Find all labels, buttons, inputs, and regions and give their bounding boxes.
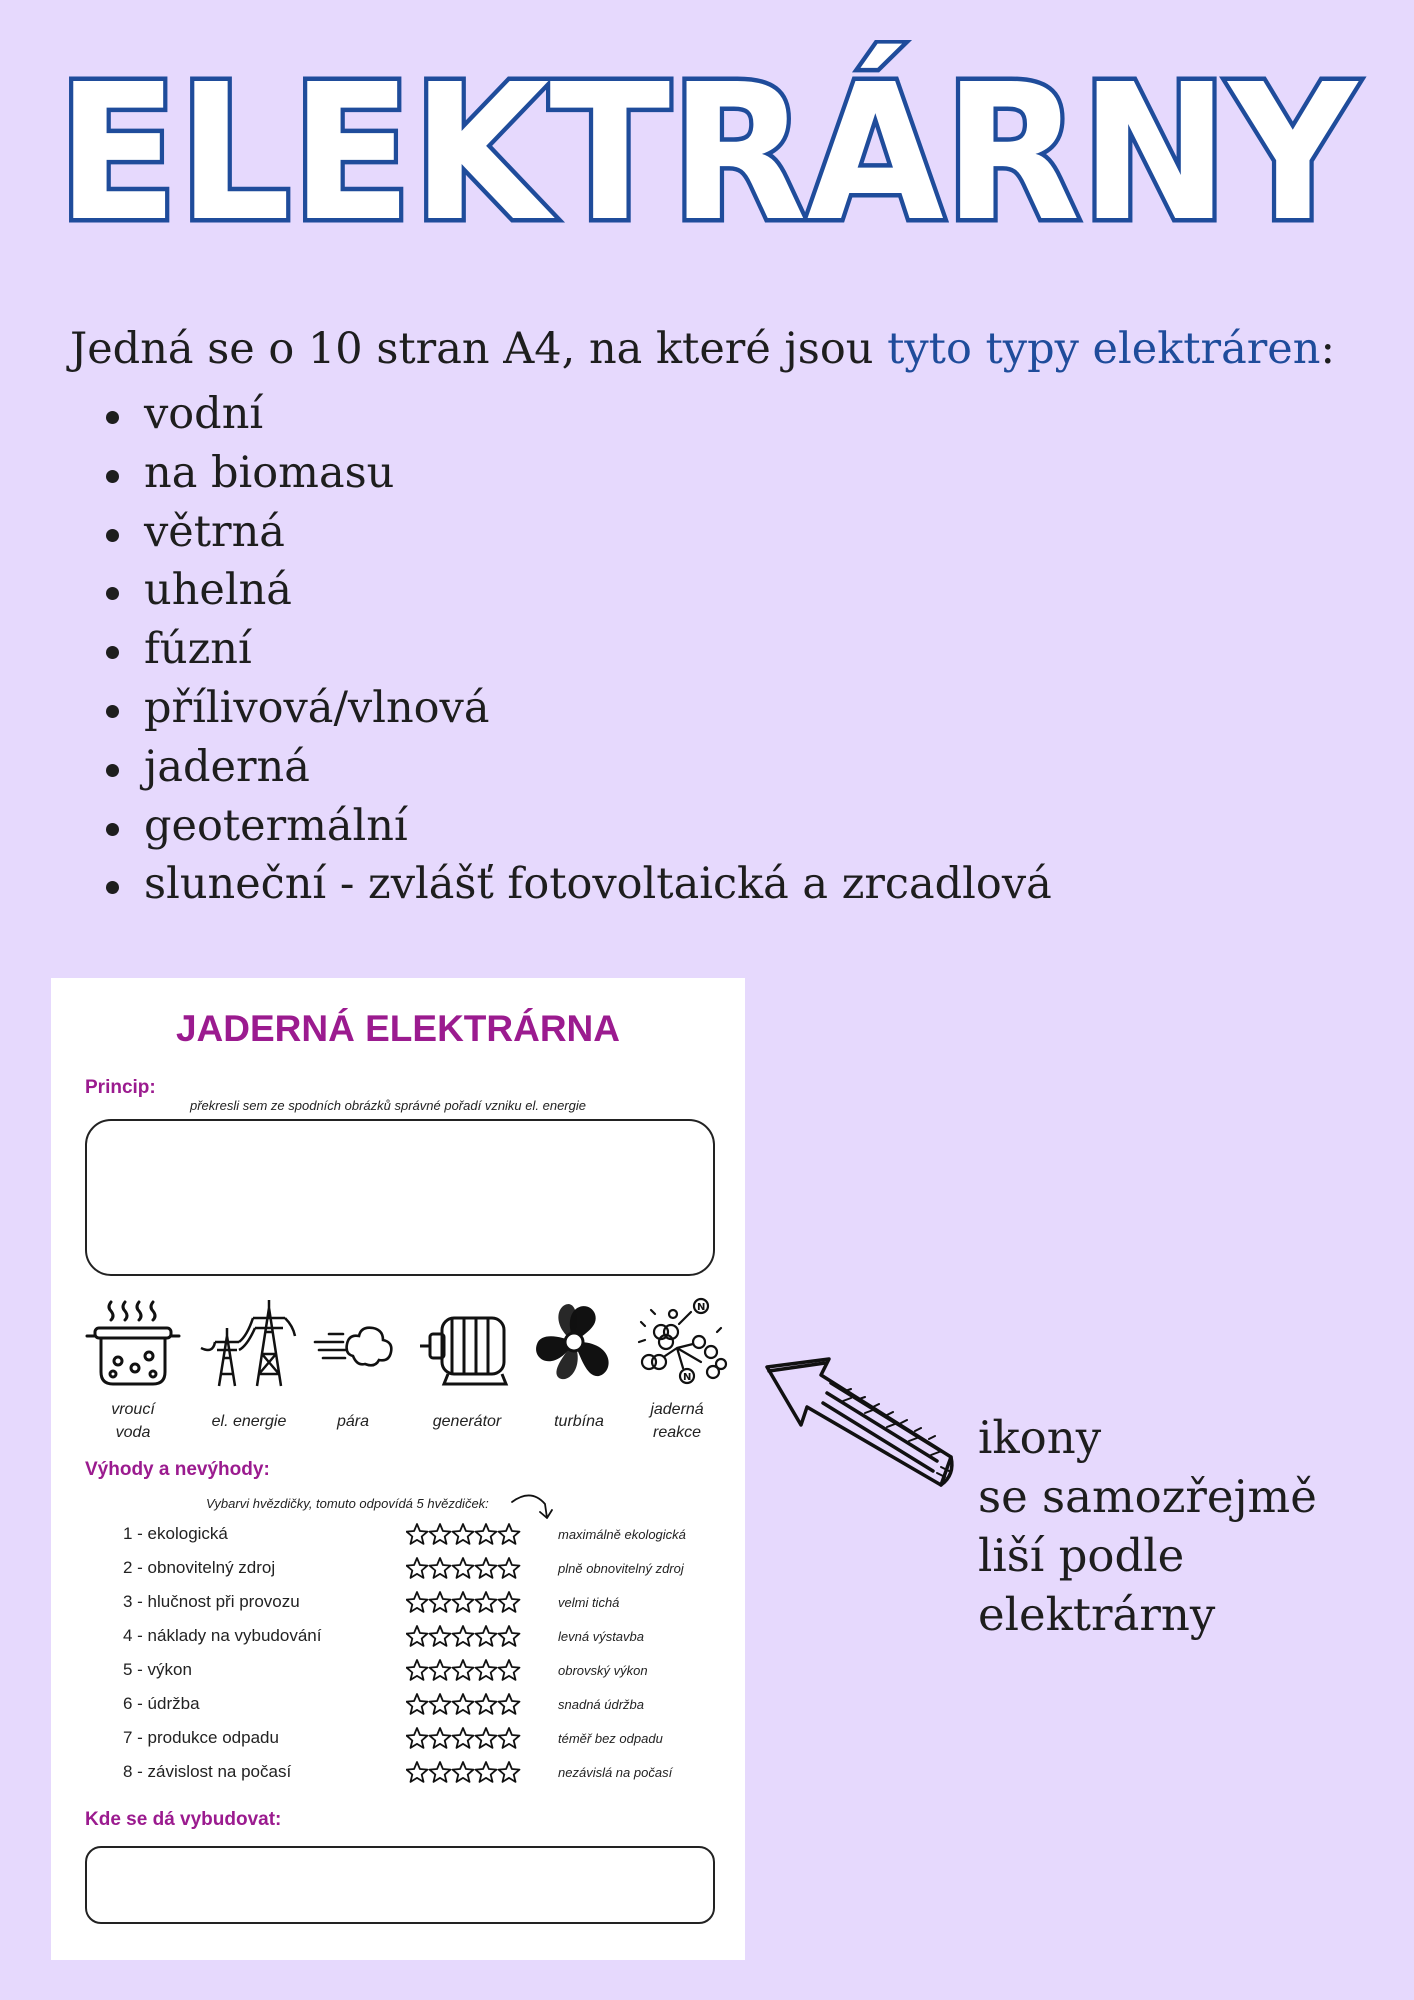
star-rating[interactable] (406, 1656, 521, 1684)
star-icon[interactable] (476, 1626, 497, 1646)
star-icon[interactable] (407, 1592, 428, 1612)
star-icon[interactable] (453, 1626, 474, 1646)
list-item: na biomasu (100, 444, 1052, 503)
star-rating[interactable] (406, 1554, 521, 1582)
turbine-icon (529, 1296, 619, 1388)
principle-heading: Princip: (85, 1077, 156, 1098)
star-icon[interactable] (476, 1558, 497, 1578)
criteria-row (123, 1524, 723, 1554)
generator-icon (416, 1296, 516, 1388)
worksheet-preview (51, 978, 745, 1960)
star-icon[interactable] (453, 1728, 474, 1748)
star-icon[interactable] (499, 1592, 520, 1612)
criteria-description: maximálně ekologická (558, 1527, 686, 1542)
svg-text:N: N (683, 1372, 692, 1383)
criteria-label: 8 - závislost na počasí (123, 1762, 292, 1781)
icon-label-line: pára (336, 1413, 370, 1430)
star-rating[interactable] (406, 1588, 521, 1616)
star-rating[interactable] (406, 1690, 521, 1718)
criteria-row (123, 1660, 723, 1690)
star-icon[interactable] (453, 1524, 474, 1544)
star-icon[interactable] (476, 1694, 497, 1714)
star-icon[interactable] (453, 1592, 474, 1612)
star-icon[interactable] (430, 1694, 451, 1714)
side-note (978, 1408, 1317, 1644)
criteria-label: 1 - ekologická (123, 1524, 228, 1543)
icon-label (83, 1398, 183, 1444)
icon-label (627, 1398, 727, 1444)
side-note-line: se samozřejmě (978, 1470, 1317, 1523)
icon-label-line: turbína (554, 1413, 604, 1430)
icon-label (529, 1410, 629, 1433)
list-item: jaderná (100, 738, 1052, 797)
criteria-row (123, 1626, 723, 1656)
star-icon[interactable] (499, 1524, 520, 1544)
boiling-pot-icon (83, 1296, 183, 1388)
curved-arrow-icon (509, 1492, 555, 1522)
star-rating[interactable] (406, 1758, 521, 1786)
star-icon[interactable] (430, 1626, 451, 1646)
star-icon[interactable] (499, 1694, 520, 1714)
star-icon[interactable] (430, 1524, 451, 1544)
star-icon[interactable] (476, 1592, 497, 1612)
pros-cons-heading: Výhody a nevýhody: (85, 1459, 270, 1480)
star-icon[interactable] (453, 1558, 474, 1578)
page-title (0, 40, 1414, 250)
icon-label-line: voda (115, 1424, 151, 1441)
criteria-description: nezávislá na počasí (558, 1765, 673, 1780)
icon-label-line: vroucí (111, 1401, 155, 1418)
icon-label-line: reakce (652, 1424, 702, 1441)
star-rating[interactable] (406, 1520, 521, 1548)
star-icon[interactable] (499, 1728, 520, 1748)
star-rating[interactable] (406, 1724, 521, 1752)
hand-drawn-arrow-icon (755, 1345, 965, 1515)
criteria-label: 7 - produkce odpadu (123, 1728, 279, 1747)
criteria-row (123, 1694, 723, 1724)
icon-label (303, 1410, 403, 1433)
title-text: ELEKTRÁRNY (57, 44, 1359, 250)
side-note-line: ikony (978, 1411, 1102, 1464)
criteria-description: obrovský výkon (558, 1663, 648, 1678)
star-icon[interactable] (453, 1762, 474, 1782)
star-icon[interactable] (476, 1762, 497, 1782)
star-icon[interactable] (499, 1626, 520, 1646)
side-note-line: elektrárny (978, 1588, 1216, 1641)
svg-text:N: N (697, 1302, 706, 1313)
list-item: větrná (100, 503, 1052, 562)
intro-text (70, 320, 1390, 378)
criteria-row (123, 1728, 723, 1758)
intro-highlight: tyto typy elektráren (887, 324, 1321, 374)
star-icon[interactable] (430, 1592, 451, 1612)
star-icon[interactable] (453, 1694, 474, 1714)
criteria-description: velmi tichá (558, 1595, 620, 1610)
star-icon[interactable] (453, 1660, 474, 1680)
star-icon[interactable] (407, 1728, 428, 1748)
principle-note: překresli sem ze spodních obrázků správné pořadí vzniku el. energie (190, 1098, 586, 1113)
star-icon[interactable] (407, 1524, 428, 1544)
star-icon[interactable] (476, 1728, 497, 1748)
icon-label (417, 1410, 517, 1433)
where-heading: Kde se dá vybudovat: (85, 1809, 282, 1830)
criteria-label: 6 - údržba (123, 1694, 200, 1713)
list-item: vodní (100, 385, 1052, 444)
power-lines-icon (197, 1296, 297, 1388)
star-icon[interactable] (499, 1762, 520, 1782)
criteria-description: téměř bez odpadu (558, 1731, 663, 1746)
power-plant-type-list (100, 385, 1052, 914)
star-rating[interactable] (406, 1622, 521, 1650)
star-icon[interactable] (476, 1660, 497, 1680)
criteria-label: 3 - hlučnost při provozu (123, 1592, 300, 1611)
icon-label-line: el. energie (211, 1413, 287, 1430)
star-icon[interactable] (476, 1524, 497, 1544)
star-icon[interactable] (407, 1762, 428, 1782)
star-icon[interactable] (407, 1626, 428, 1646)
criteria-row (123, 1558, 723, 1588)
criteria-label: 2 - obnovitelný zdroj (123, 1558, 276, 1577)
star-icon[interactable] (407, 1558, 428, 1578)
intro-prefix: Jedná se o 10 stran A4, na které jsou (70, 324, 888, 374)
star-icon[interactable] (407, 1694, 428, 1714)
nuclear-reaction-icon (631, 1292, 731, 1392)
star-icon[interactable] (430, 1660, 451, 1680)
icon-label (199, 1410, 299, 1433)
star-icon[interactable] (430, 1728, 451, 1748)
stars-note: Vybarvi hvězdičky, tomuto odpovídá 5 hvězdiček: (206, 1496, 489, 1511)
list-item: geotermální (100, 797, 1052, 856)
star-icon[interactable] (407, 1660, 428, 1680)
icon-label-line: generátor (432, 1413, 502, 1430)
worksheet-title: JADERNÁ ELEKTRÁRNA (175, 1008, 621, 1049)
list-item: sluneční - zvlášť fotovoltaická a zrcadlová (100, 855, 1052, 914)
intro-suffix: : (1320, 324, 1335, 374)
star-icon[interactable] (499, 1660, 520, 1680)
criteria-label: 4 - náklady na vybudování (123, 1626, 322, 1645)
where-answer-box[interactable] (85, 1846, 715, 1924)
principle-drawing-box[interactable] (85, 1119, 715, 1276)
list-item: fúzní (100, 620, 1052, 679)
criteria-label: 5 - výkon (123, 1660, 192, 1679)
criteria-row (123, 1592, 723, 1622)
side-note-line: liší podle (978, 1529, 1185, 1582)
criteria-description: plně obnovitelný zdroj (558, 1561, 684, 1576)
list-item: přílivová/vlnová (100, 679, 1052, 738)
star-icon[interactable] (499, 1558, 520, 1578)
star-icon[interactable] (430, 1558, 451, 1578)
criteria-description: snadná údržba (558, 1697, 645, 1712)
criteria-row (123, 1762, 723, 1792)
star-icon[interactable] (430, 1762, 451, 1782)
steam-icon (309, 1296, 399, 1388)
list-item: uhelná (100, 561, 1052, 620)
icon-label-line: jaderná (650, 1401, 704, 1418)
criteria-description: levná výstavba (558, 1629, 644, 1644)
